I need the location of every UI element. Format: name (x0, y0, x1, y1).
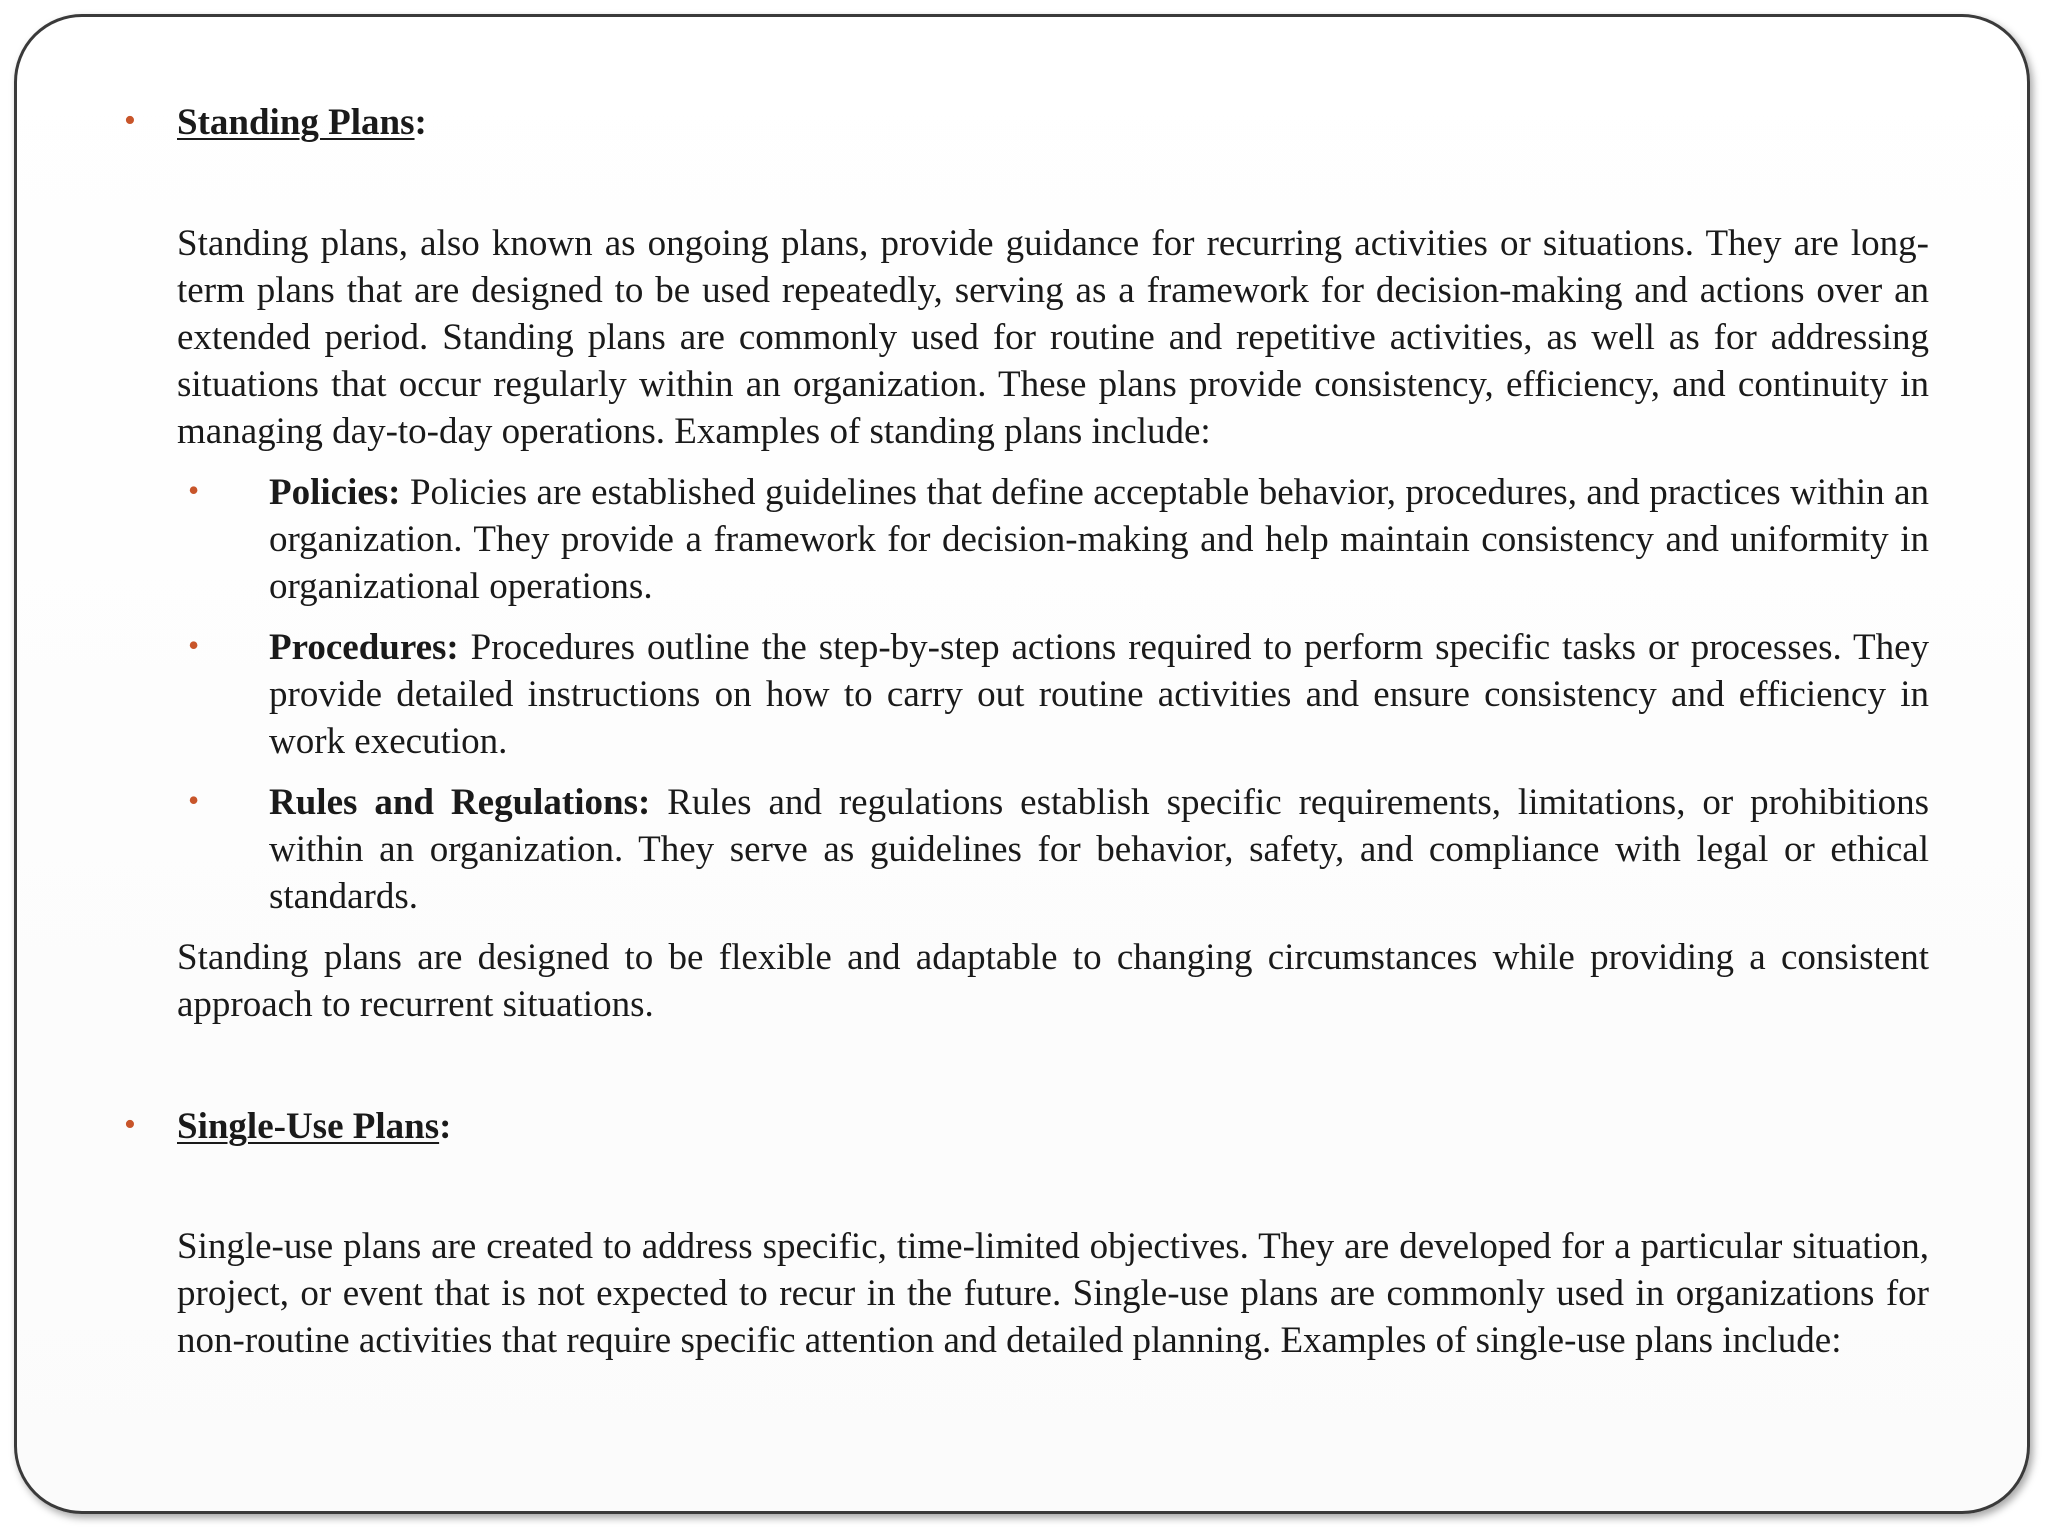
standing-plans-intro: Standing plans, also known as ongoing plans, provide guidance for recurring activities or situations. They are long-term plans that are designed to be used repeatedly, serving as a framework for decision-making and actions over an extended period. Standing plans are commonly used for routine and repetitive activities, as well as for addressing situations that occur regularly within an organization. These plans provide consistency, efficiency, and continuity in managing day-to-day operations. Examples of standing plans include: (177, 223, 1929, 452)
policies-text: Policies are established guidelines that define acceptable behavior, procedures, and practices within an organization. They provide a framework for decision-making and help maintain consistency and uniformity in organizational operations. (269, 472, 1930, 607)
bullet-icon: • (188, 472, 200, 508)
procedures-text: Procedures outline the step-by-step actions required to perform specific tasks or processes. They provide detailed instructions on how to carry out routine activities and ensure consistency and efficiency in work execution. (269, 627, 1929, 762)
procedures-item (269, 624, 1929, 765)
bullet-icon: • (188, 627, 200, 663)
heading-colon: : (439, 1106, 452, 1147)
standing-plans-heading (177, 99, 427, 146)
bullet-icon: • (124, 1106, 136, 1143)
single-use-plans-heading-text: Single-Use Plans (177, 1106, 440, 1147)
bullet-icon: • (124, 102, 136, 139)
single-use-plans-intro: Single-use plans are created to address specific, time-limited objectives. They are developed for a particular situation, project, or event that is not expected to recur in the future. Single-use plans are commonly used in organizations for non-routine activities that require specific attention and detailed planning. Examples of single-use plans include: (177, 1226, 1929, 1361)
rules-regulations-text: Rules and regulations establish specific requirements, limitations, or prohibitions within an organization. They serve as guidelines for behavior, safety, and compliance with legal or ethical standards. (269, 782, 1929, 917)
heading-colon: : (414, 102, 427, 143)
standing-plans-heading-text: Standing Plans (177, 102, 415, 143)
bullet-icon: • (188, 782, 200, 818)
procedures-term: Procedures: (269, 627, 459, 668)
policies-term: Policies: (269, 472, 401, 513)
rules-regulations-term: Rules and Regulations: (269, 782, 651, 823)
single-use-plans-heading (177, 1103, 451, 1150)
policies-item (269, 469, 1929, 610)
rules-regulations-item (269, 779, 1929, 920)
standing-plans-closing: Standing plans are designed to be flexible and adaptable to changing circumstances while providing a consistent approach to recurrent situations. (177, 937, 1929, 1025)
